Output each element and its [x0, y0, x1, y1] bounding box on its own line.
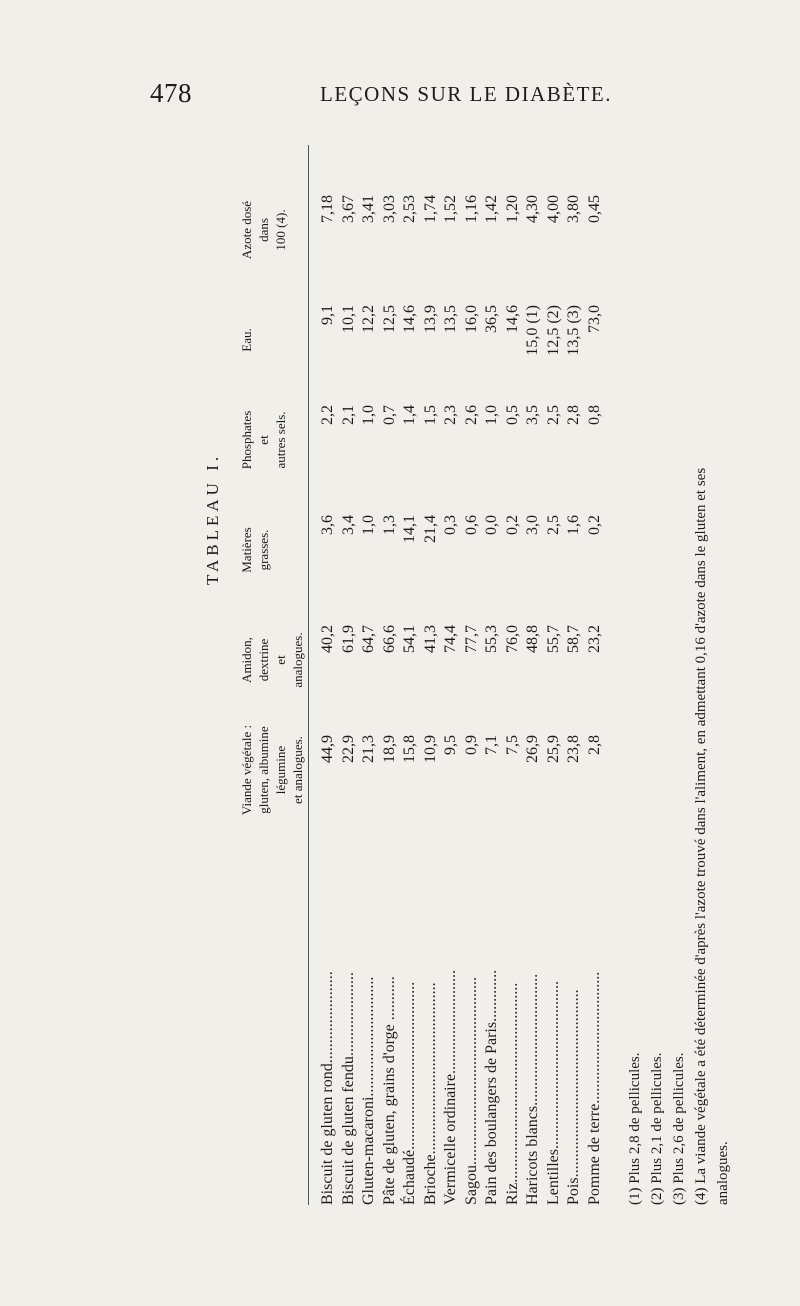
cell-value: 2,2	[319, 405, 336, 425]
table-row	[564, 105, 584, 1205]
cell-value: 1,3	[380, 515, 398, 535]
column-header-line: et	[273, 655, 288, 665]
column-header-line: et analogues.	[290, 736, 305, 804]
cell-value: 1,16	[462, 195, 480, 223]
column-header-line: Viande végétale :	[239, 724, 254, 816]
table-row	[359, 105, 379, 1205]
cell-value: 15,8	[401, 735, 418, 763]
cell-value: 0,45	[585, 195, 603, 223]
cell-value: 10,9	[421, 735, 439, 763]
column-header-6	[238, 180, 289, 280]
table-row	[585, 105, 605, 1205]
row-label: Échaudé..........................................	[401, 981, 418, 1205]
cell-value: 3,03	[380, 195, 398, 223]
cell-value: 1,52	[442, 195, 459, 223]
cell-value: 0,2	[585, 515, 603, 535]
row-label: Pain des boulangers de Paris.............	[483, 969, 500, 1205]
cell-value: 15,0 (1)	[524, 305, 541, 356]
cell-value: 10,1	[339, 305, 357, 333]
cell-value: 2,3	[442, 405, 459, 425]
column-header-3	[238, 500, 272, 600]
column-header-4	[238, 390, 289, 490]
cell-value: 2,8	[585, 735, 603, 755]
cell-value: 18,9	[380, 735, 398, 763]
cell-value: 61,9	[339, 625, 357, 653]
column-header-line: Eau.	[239, 328, 254, 352]
cell-value: 2,1	[339, 405, 357, 425]
cell-value: 77,7	[462, 625, 480, 653]
column-header-line: et	[256, 435, 271, 445]
row-label: Gluten-macaroni..............................	[360, 976, 377, 1205]
cell-value: 16,0	[462, 305, 480, 333]
cell-value: 9,5	[442, 735, 459, 755]
cell-value: 0,0	[483, 515, 500, 535]
column-header-2	[238, 610, 306, 710]
cell-value: 1,74	[421, 195, 439, 223]
cell-value: 36,5	[483, 305, 500, 333]
cell-value: 0,2	[503, 515, 521, 535]
cell-value: 40,2	[319, 625, 336, 653]
cell-value: 0,9	[462, 735, 480, 755]
cell-value: 1,6	[565, 515, 582, 535]
cell-value: 73,0	[585, 305, 603, 333]
row-label: Pois...............................................	[565, 989, 582, 1205]
table-row	[400, 105, 420, 1205]
column-header-line: Amidon,	[239, 637, 254, 683]
row-label: Pâte de gluten, grains d'orge ...........	[380, 976, 398, 1205]
row-label: Pomme de terre.................................	[585, 971, 603, 1205]
table-row	[523, 105, 543, 1205]
running-title: LEÇONS SUR LE DIABÈTE.	[320, 82, 612, 106]
cell-value: 3,41	[360, 195, 377, 223]
cell-value: 2,5	[544, 405, 562, 425]
cell-value: 23,2	[585, 625, 603, 653]
cell-value: 48,8	[524, 625, 541, 653]
column-header-line: gluten, albumine	[256, 726, 271, 814]
cell-value: 66,6	[380, 625, 398, 653]
table-row	[421, 105, 441, 1205]
cell-value: 14,1	[401, 515, 418, 543]
cell-value: 1,42	[483, 195, 500, 223]
table-row	[441, 105, 461, 1205]
cell-value: 58,7	[565, 625, 582, 653]
cell-value: 0,6	[462, 515, 480, 535]
cell-value: 13,9	[421, 305, 439, 333]
column-header-line: autres sels.	[273, 411, 288, 469]
cell-value: 2,6	[462, 405, 480, 425]
cell-value: 55,3	[483, 625, 500, 653]
table-row	[544, 105, 564, 1205]
cell-value: 0,3	[442, 515, 459, 535]
cell-value: 3,4	[339, 515, 357, 535]
row-label: Vermicelle ordinaire..........................	[442, 969, 459, 1205]
table-row	[503, 105, 523, 1205]
rotated-table-region	[18, 105, 731, 1205]
footnote: (3) Plus 2,6 de pellicules.	[671, 1052, 687, 1205]
column-header-line: dans	[256, 218, 271, 242]
table-row	[339, 105, 359, 1205]
row-label: Haricots blancs.................................	[524, 973, 541, 1205]
cell-value: 7,18	[319, 195, 336, 223]
column-header-line: légumine	[273, 745, 288, 795]
cell-value: 0,8	[585, 405, 603, 425]
cell-value: 64,7	[360, 625, 377, 653]
cell-value: 0,7	[380, 405, 398, 425]
cell-value: 12,5	[380, 305, 398, 333]
column-header-line: grasses.	[256, 529, 271, 571]
cell-value: 76,0	[503, 625, 521, 653]
cell-value: 3,6	[319, 515, 336, 535]
cell-value: 0,5	[503, 405, 521, 425]
cell-value: 54,1	[401, 625, 418, 653]
footnote: analogues.	[715, 1141, 731, 1205]
footnote: (1) Plus 2,8 de pellicules.	[627, 1052, 643, 1205]
cell-value: 74,4	[442, 625, 459, 653]
cell-value: 22,9	[339, 735, 357, 763]
column-header-line: analogues.	[290, 632, 305, 688]
row-label: Sagou...............................................	[462, 977, 480, 1205]
cell-value: 21,3	[360, 735, 377, 763]
table-row	[482, 105, 502, 1205]
column-header-line: Phosphates	[239, 410, 254, 470]
cell-value: 1,4	[401, 405, 418, 425]
cell-value: 2,8	[565, 405, 582, 425]
column-header-line: Matières	[239, 527, 254, 573]
cell-value: 4,30	[524, 195, 541, 223]
cell-value: 26,9	[524, 735, 541, 763]
footnote: (4) La viande végétale a été déterminée d'après l'azote trouvé dans l'aliment, en admettant 0,16 d'azote dans le gluten et ses	[693, 467, 709, 1205]
cell-value: 2,5	[544, 515, 562, 535]
table-row	[380, 105, 400, 1205]
cell-value: 1,20	[503, 195, 521, 223]
cell-value: 3,5	[524, 405, 541, 425]
table-title: TABLEAU I.	[203, 452, 222, 585]
column-header-line: dextrine	[256, 638, 271, 682]
cell-value: 9,1	[319, 305, 336, 325]
cell-value: 1,0	[360, 515, 377, 535]
column-header-5	[238, 290, 255, 390]
cell-value: 13,5	[442, 305, 459, 333]
cell-value: 55,7	[544, 625, 562, 653]
column-header-line: Azote dosé	[239, 200, 254, 260]
row-label: Lentilles..........................................	[544, 981, 562, 1205]
cell-value: 23,8	[565, 735, 582, 763]
cell-value: 2,53	[401, 195, 418, 223]
row-label: Brioche...........................................	[421, 982, 439, 1205]
cell-value: 25,9	[544, 735, 562, 763]
row-label: Biscuit de gluten fendu.....................	[339, 972, 357, 1205]
cell-value: 13,5 (3)	[565, 305, 582, 356]
cell-value: 1,0	[483, 405, 500, 425]
cell-value: 21,4	[421, 515, 439, 543]
row-label: Biscuit de gluten rond.......................	[319, 971, 336, 1205]
row-label: Riz..................................................	[503, 982, 521, 1205]
cell-value: 4,00	[544, 195, 562, 223]
cell-value: 12,5 (2)	[544, 305, 562, 356]
header-rule	[308, 145, 309, 1205]
cell-value: 14,6	[401, 305, 418, 333]
cell-value: 7,5	[503, 735, 521, 755]
cell-value: 3,80	[565, 195, 582, 223]
cell-value: 3,0	[524, 515, 541, 535]
table-row	[318, 105, 338, 1205]
table-row	[462, 105, 482, 1205]
cell-value: 12,2	[360, 305, 377, 333]
cell-value: 7,1	[483, 735, 500, 755]
cell-value: 1,0	[360, 405, 377, 425]
cell-value: 3,67	[339, 195, 357, 223]
cell-value: 41,3	[421, 625, 439, 653]
column-header-1	[238, 720, 306, 820]
cell-value: 1,5	[421, 405, 439, 425]
column-header-line: 100 (4).	[273, 209, 288, 251]
footnote: (2) Plus 2,1 de pellicules.	[649, 1052, 665, 1205]
page-number: 478	[150, 78, 192, 108]
cell-value: 44,9	[319, 735, 336, 763]
cell-value: 14,6	[503, 305, 521, 333]
